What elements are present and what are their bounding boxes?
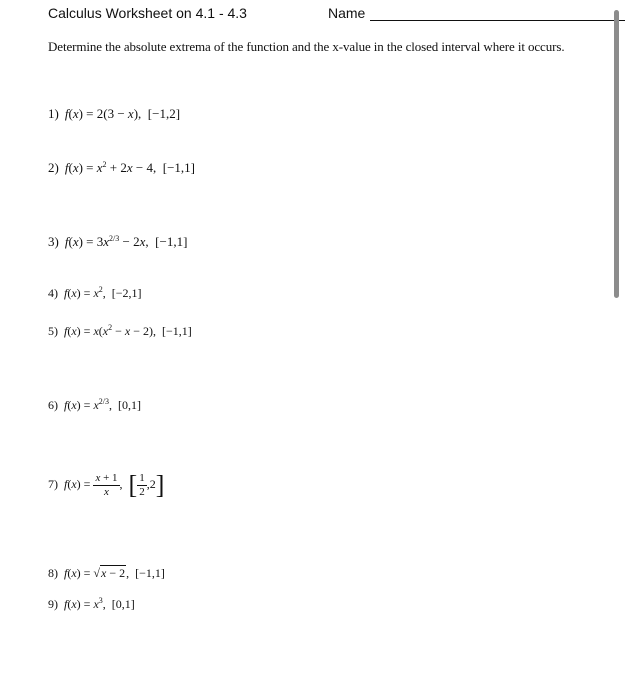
problem-5-expression: $f(x) = x(x^2 - x - 2)$, [−1,1]: [64, 323, 192, 338]
problem-1: [48, 106, 180, 122]
instructions: Determine the absolute extrema of the function and the x-value in the closed interval where it occurs.: [48, 39, 565, 54]
problem-number: 9): [48, 597, 58, 611]
problem-2-expression: $f(x) = x^2 + 2x - 4$, [−1,1]: [64, 160, 195, 175]
problem-number: 2): [48, 160, 59, 175]
vertical-scrollbar[interactable]: [614, 10, 619, 298]
problem-9: [48, 597, 135, 612]
worksheet-title: Calculus Worksheet on 4.1 - 4.3: [48, 5, 247, 21]
problem-5: [48, 324, 192, 339]
problem-number: 7): [48, 476, 58, 491]
problem-4-expression: $f(x) = x^2$, [−2,1]: [64, 285, 142, 300]
problem-3: [48, 234, 187, 250]
problem-4: [48, 286, 142, 301]
problem-8: [48, 566, 165, 581]
problem-6-expression: $f(x) = x^{2/3}$, [0,1]: [64, 397, 141, 412]
problem-9-expression: $f(x) = x^3$, [0,1]: [64, 596, 135, 611]
problem-number: 5): [48, 324, 58, 338]
problem-number: 3): [48, 234, 59, 249]
problem-3-expression: $f(x) = 3x^{2/3} - 2x$, [−1,1]: [64, 234, 188, 249]
problem-7: [48, 470, 164, 500]
problem-2: [48, 160, 195, 176]
problem-6: [48, 398, 141, 413]
name-label: Name: [328, 5, 366, 21]
problem-8-expression: f(x) = √x − 2, [−1,1]: [64, 566, 165, 580]
problem-number: 8): [48, 566, 58, 580]
problem-number: 1): [48, 106, 59, 121]
name-blank-line: [370, 20, 625, 21]
problem-number: 4): [48, 286, 58, 300]
problem-7-expression: f(x) = $\frac{x + 1}{x}$ , [ $\frac{1}{2}$ ,2]: [64, 470, 165, 499]
problem-1-expression: f(x) = 2(3 − x), [−1,2]: [64, 106, 181, 121]
problem-number: 6): [48, 398, 58, 412]
